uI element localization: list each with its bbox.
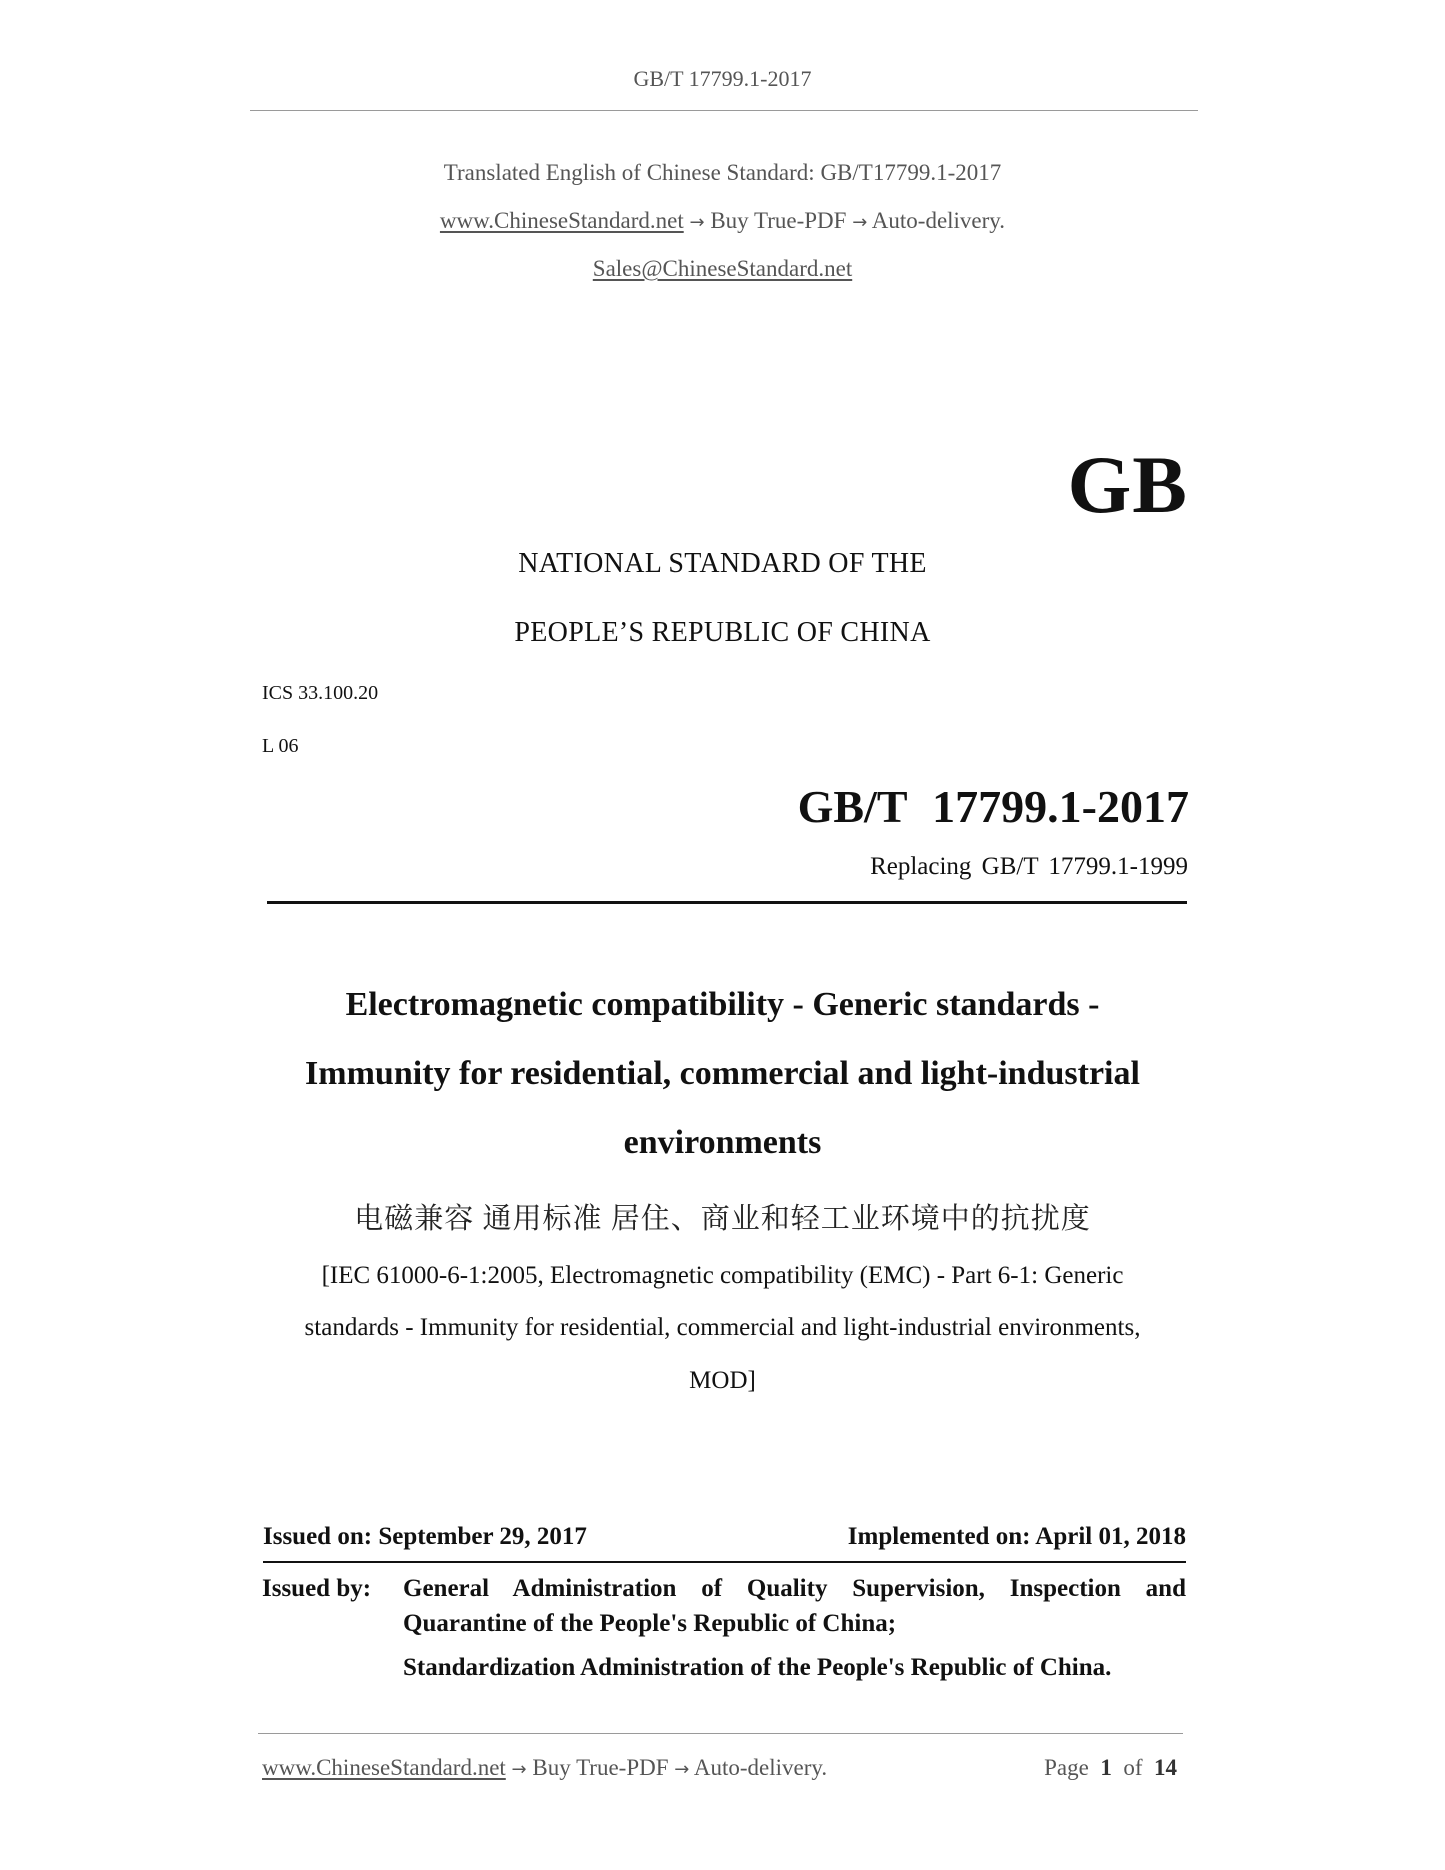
- page-indicator: [1044, 1755, 1177, 1781]
- arrow-right-icon: →: [689, 212, 705, 233]
- footer-delivery-text: Auto-delivery.: [693, 1755, 828, 1780]
- arrow-right-icon: →: [511, 1759, 527, 1780]
- implemented-on-date: Implemented on: April 01, 2018: [847, 1523, 1186, 1550]
- ccs-code: L 06: [262, 735, 299, 757]
- footer-buy-text: Buy True-PDF: [532, 1755, 669, 1780]
- national-standard-line-1: NATIONAL STANDARD OF THE: [518, 548, 927, 579]
- running-header: GB/T 17799.1-2017: [633, 66, 812, 91]
- page-total: 14: [1154, 1755, 1177, 1780]
- issued-by-label: Issued by:: [262, 1575, 372, 1602]
- arrow-right-icon: →: [674, 1759, 690, 1780]
- adoption-line-1: [IEC 61000-6-1:2005, Electromagnetic compatibility (EMC) - Part 6-1: Generic: [321, 1262, 1124, 1289]
- footer-purchase-line: [262, 1755, 827, 1781]
- chinese-title: 电磁兼容 通用标准 居住、商业和轻工业环境中的抗扰度: [354, 1203, 1091, 1235]
- issuer-line-2: Quarantine of the People's Republic of China;: [403, 1610, 897, 1637]
- replacing-standard: Replacing GB/T 17799.1-1999: [870, 853, 1188, 880]
- buy-text: Buy True-PDF: [710, 208, 847, 233]
- page-of: of: [1123, 1755, 1143, 1780]
- website-link[interactable]: www.ChineseStandard.net: [439, 208, 684, 233]
- issuer-line-1: General Administration of Quality Supervision, Inspection and: [403, 1575, 1186, 1602]
- footer-website-link[interactable]: www.ChineseStandard.net: [262, 1755, 506, 1780]
- adoption-line-2: standards - Immunity for residential, commercial and light-industrial environments,: [304, 1314, 1141, 1341]
- title-line-3: environments: [623, 1124, 822, 1161]
- issuer-line-3: Standardization Administration of the People's Republic of China.: [403, 1654, 1112, 1681]
- footer-divider: [258, 1733, 1183, 1734]
- page-label: Page: [1044, 1755, 1089, 1780]
- dates-divider: [263, 1561, 1186, 1563]
- title-line-2: Immunity for residential, commercial and light-industrial: [305, 1055, 1140, 1092]
- issued-on-date: Issued on: September 29, 2017: [263, 1523, 587, 1550]
- arrow-right-icon: →: [852, 212, 868, 233]
- page-current: 1: [1100, 1755, 1112, 1780]
- title-line-1: Electromagnetic compatibility - Generic standards -: [345, 986, 1100, 1023]
- standard-number: GB/T 17799.1-2017: [797, 781, 1189, 832]
- ics-code: ICS 33.100.20: [262, 682, 379, 704]
- sales-email-line: [0, 256, 1445, 282]
- adoption-line-3: MOD]: [689, 1367, 756, 1394]
- purchase-line: [0, 208, 1445, 234]
- translation-notice: Translated English of Chinese Standard: GB/T17799.1-2017: [443, 160, 1002, 185]
- national-standard-line-2: PEOPLE’S REPUBLIC OF CHINA: [514, 617, 931, 648]
- cover-divider: [267, 901, 1187, 904]
- delivery-text: Auto-delivery.: [871, 208, 1006, 233]
- sales-email-link[interactable]: Sales@ChineseStandard.net: [592, 256, 853, 281]
- gb-logo: GB: [1067, 439, 1188, 530]
- header-divider: [250, 110, 1198, 111]
